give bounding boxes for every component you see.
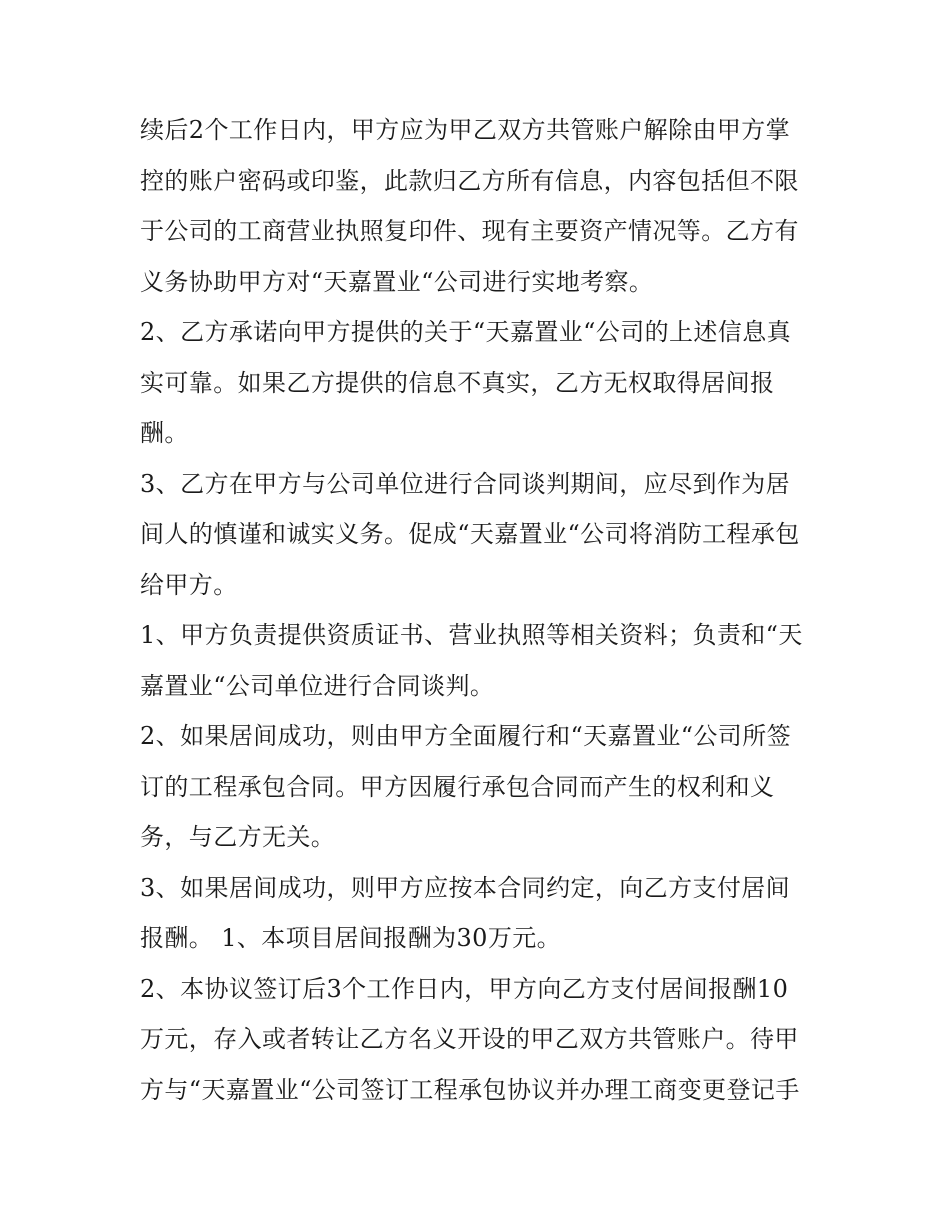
text-line: 3、乙方在甲方与公司单位进行合同谈判期间，应尽到作为居 [140,470,791,498]
text-line: 订的工程承包合同。甲方因履行承包合同而产生的权利和义 [140,773,775,801]
text-line: 2、乙方承诺向甲方提供的关于“天嘉置业“公司的上述信息真 [140,318,792,346]
text-line: 实可靠。如果乙方提供的信息不真实，乙方无权取得居间报 [140,369,775,397]
text-line: 酬。 [140,419,189,447]
text-line: 间人的慎谨和诚实义务。促成“天嘉置业“公司将消防工程承包 [140,520,800,548]
text-line: 1、甲方负责提供资质证书、营业执照等相关资料；负责和“天 [140,621,803,649]
text-line: 续后2个工作日内，甲方应为甲乙双方共管账户解除由甲方掌 [140,116,791,144]
text-line: 万元，存入或者转让乙方名义开设的甲乙双方共管账户。待甲 [140,1025,799,1053]
text-line: 义务协助甲方对“天嘉置业“公司进行实地考察。 [140,268,654,296]
text-line: 方与“天嘉置业“公司签订工程承包协议并办理工商变更登记手 [140,1076,800,1104]
text-line: 3、如果居间成功，则甲方应按本合同约定，向乙方支付居间 [140,874,791,902]
text-line: 给甲方。 [140,571,238,599]
text-line: 控的账户密码或印鉴，此款归乙方所有信息，内容包括但不限 [140,167,799,195]
text-line: 务，与乙方无关。 [140,823,336,851]
text-line: 报酬。 1、本项目居间报酬为30万元。 [140,924,562,952]
text-line: 嘉置业“公司单位进行合同谈判。 [140,672,495,700]
text-line: 2、如果居间成功，则由甲方全面履行和“天嘉置业“公司所签 [140,722,792,750]
text-line: 2、本协议签订后3个工作日内，甲方向乙方支付居间报酬10 [140,975,789,1003]
text-line: 于公司的工商营业执照复印件、现有主要资产情况等。乙方有 [140,217,799,245]
